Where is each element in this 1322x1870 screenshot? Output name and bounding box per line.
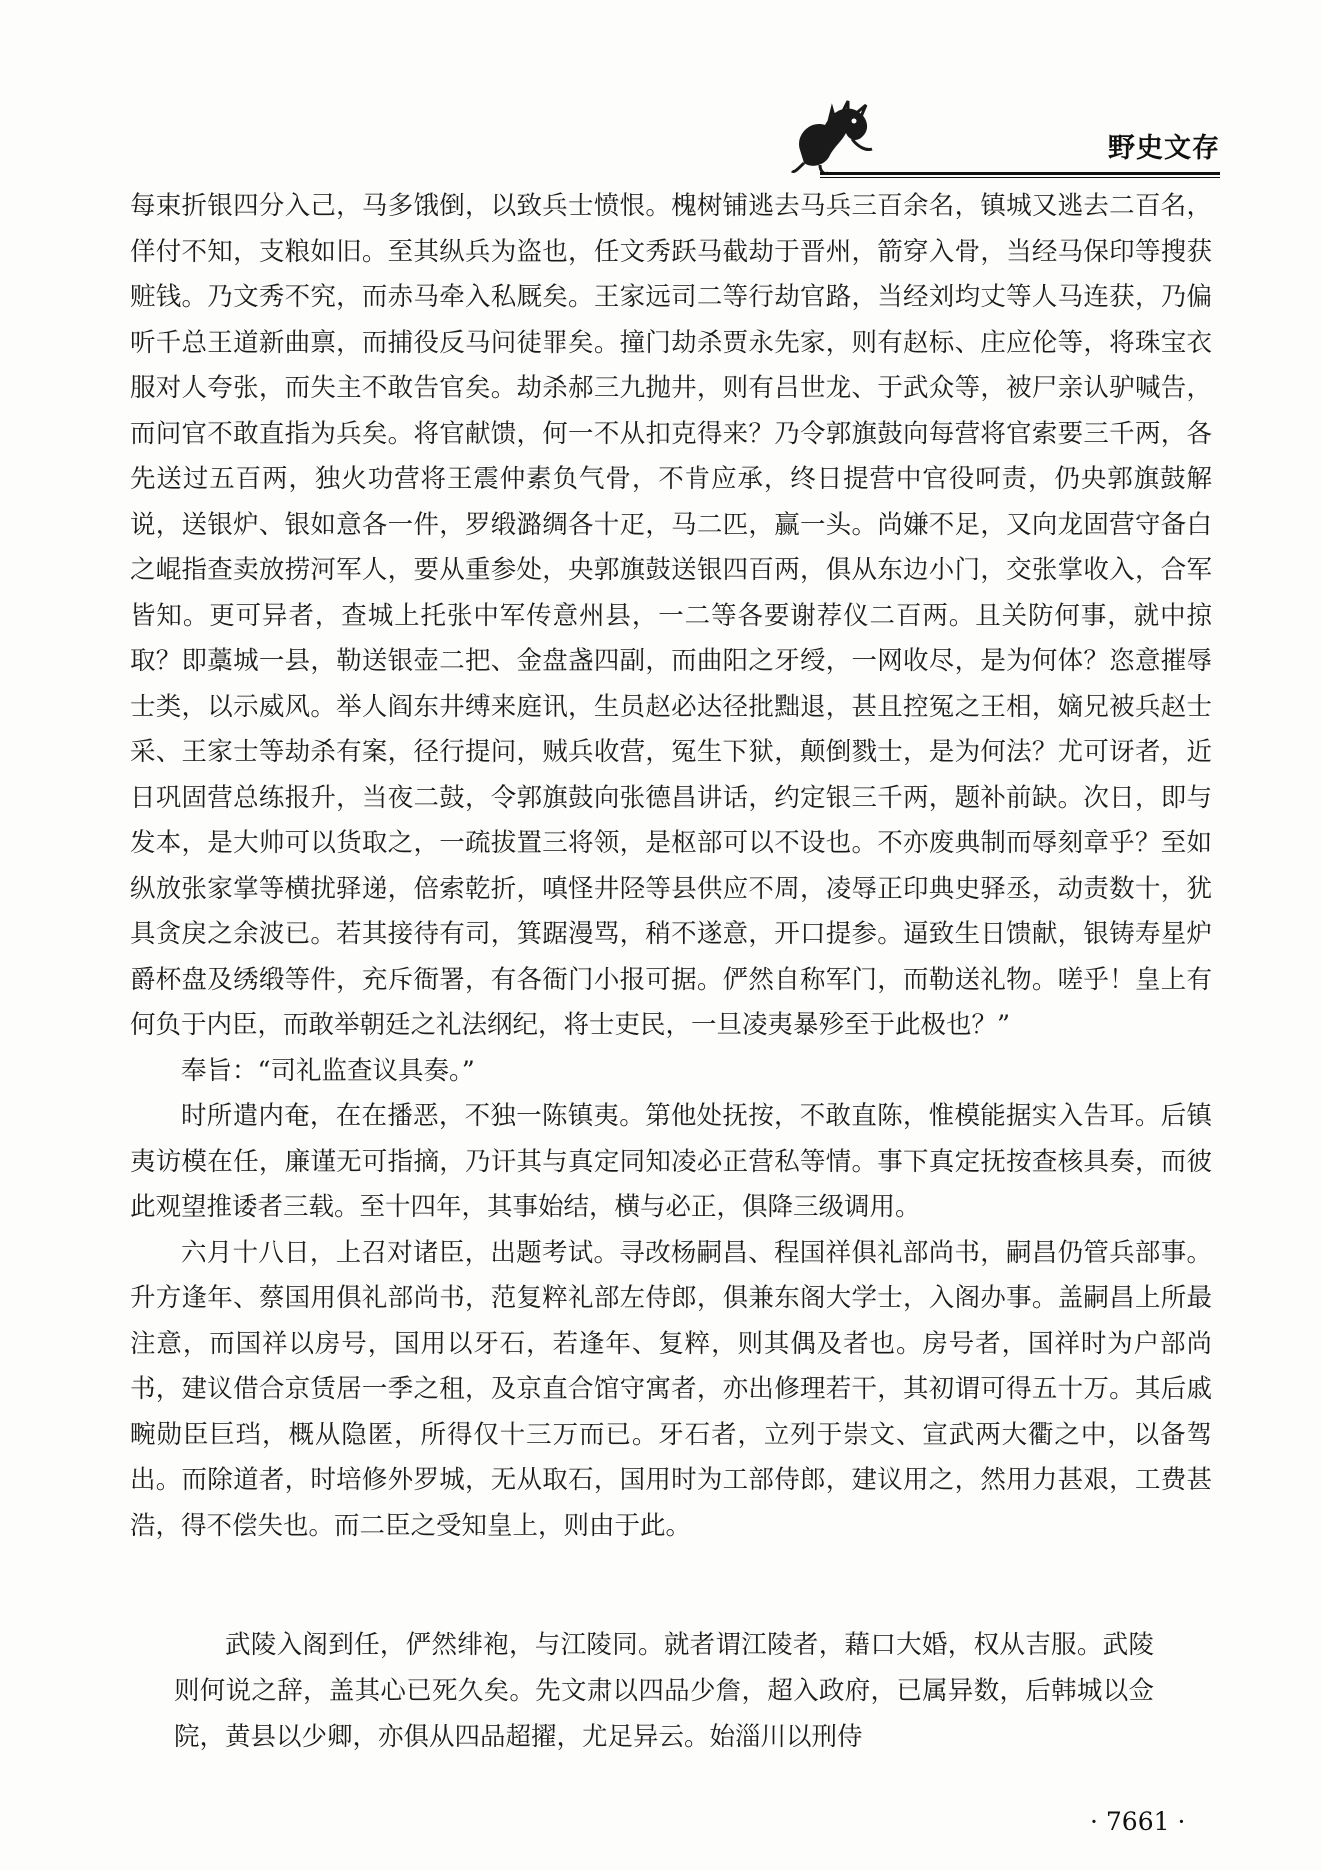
paragraph: 时所遣内奄，在在播恶，不独一陈镇夷。第他处抚按，不敢直陈，惟模能据实入告耳。后镇夷访模在任，廉谨无可指摘，乃讦其与真定同知凌必正营私等情。事下真定抚按查核具奏，而彼此观望推诿者三载。至十四年，其事始结，横与必正，俱降三级调用。 <box>130 1101 1212 1222</box>
page-header <box>0 0 1322 170</box>
main-text <box>130 184 1212 1549</box>
paragraph: 每束折银四分入己，马多饿倒，以致兵士愤恨。槐树铺逃去马兵三百余名，镇城又逃去二百名，佯付不知，支粮如旧。至其纵兵为盗也，任文秀跃马截劫于晋州，箭穿入骨，当经马保印等搜获赃钱。乃文秀不究，而赤马牵入私厩矣。王家远司二等行劫官路，当经刘均丈等人马连获，乃偏听千总王道新曲禀，而捕役反马问徒罪矣。撞门劫杀贾永先家，则有赵标、庄应伦等，将珠宝衣服对人夸张，而失主不敢告官矣。劫杀郝三九抛井，则有吕世龙、于武众等，被尸亲认驴喊告，而问官不敢直指为兵矣。将官献馈，何一不从扣克得来？乃令郭旗鼓向每营将官索要三千两，各先送过五百两，独火功营将王震仲素负气骨，不肯应承，终日提营中官役呵责，仍央郭旗鼓解说，送银炉、银如意各一件，罗缎潞绸各十疋，马二匹，赢一头。尚嫌不足，又向龙固营守备白之崐指查卖放捞河军人，要从重参处，央郭旗鼓送银四百两，俱从东边小门，交张掌收入，合军皆知。更可异者，查城上托张中军传意州县，一二等各要谢荐仪二百两。且关防何事，就中掠取？即藁城一县，勒送银壶二把、金盘盏四副，而曲阳之牙绶，一网收尽，是为何体？恣意摧辱士类，以示威风。举人阎东井缚来庭讯，生员赵必达径批黜退，甚且控冤之王相，嫡兄被兵赵士采、王家士等劫杀有案，径行提问，贼兵收营，冤生下狱，颠倒戮士，是为何法？尤可讶者，近日巩固营总练报升，当夜二鼓，令郭旗鼓向张德昌讲话，约定银三千两，题补前缺。次日，即与发本，是大帅可以货取之，一疏拔置三将领，是枢部可以不设也。不亦废典制而辱刻章乎？至如纵放张家掌等横扰驿递，倍索乾折，嗔怪井陉等县供应不周，凌辱正印典史驿丞，动责数十，犹具贪戾之余波已。若其接待有司，箕踞漫骂，稍不遂意，开口提参。逼致生日馈献，银铸寿星炉爵杯盘及绣缎等件，充斥衙署，有各衙门小报可据。俨然自称军门，而勒送礼物。嗟乎！皇上有何负于内臣，而敢举朝廷之礼法纲纪，将士吏民，一旦凌夷暴殄至于此极也？” <box>130 191 1212 1040</box>
paragraph: 六月十八日，上召对诸臣，出题考试。寻改杨嗣昌、程国祥俱礼部尚书，嗣昌仍管兵部事。升方逢年、蔡国用俱礼部尚书，范复粹礼部左侍郎，俱兼东阁大学士，入阁办事。盖嗣昌上所最注意，而国祥以房号，国用以牙石，若逢年、复粹，则其偶及者也。房号者，国祥时为户部尚书，建议借合京赁居一季之租，及京直合馆守寓者，亦出修理若干，其初谓可得五十万。其后戚畹勋臣巨珰，概从隐匿，所得仅十三万而已。牙石者，立列于崇文、宣武两大衢之中，以备驾出。而除道者，时培修外罗城，无从取石，国用时为工部侍郎，建议用之，然用力甚艰，工费甚浩，得不偿失也。而二臣之受知皇上，则由于此。 <box>130 1237 1212 1541</box>
header-rule-thin <box>820 177 1220 178</box>
page-number: · 7661 · <box>1090 1807 1186 1836</box>
header-title: 野史文存 <box>1108 133 1220 164</box>
dragon-emblem-icon <box>790 95 875 175</box>
quoted-passage <box>174 1622 1154 1760</box>
paragraph: 武陵入阁到任，俨然绯袍，与江陵同。就者谓江陵者，藉口大婚，权从吉服。武陵则何说之辞，盖其心已死久矣。先文肃以四品少詹，超入政府，已属异数，后韩城以佥院，黄县以少卿，亦俱从四品超擢，尤足异云。始淄川以刑侍 <box>174 1630 1154 1752</box>
header-rule <box>820 172 1220 175</box>
paragraph: 奉旨：“司礼监查议具奏。” <box>181 1055 475 1086</box>
